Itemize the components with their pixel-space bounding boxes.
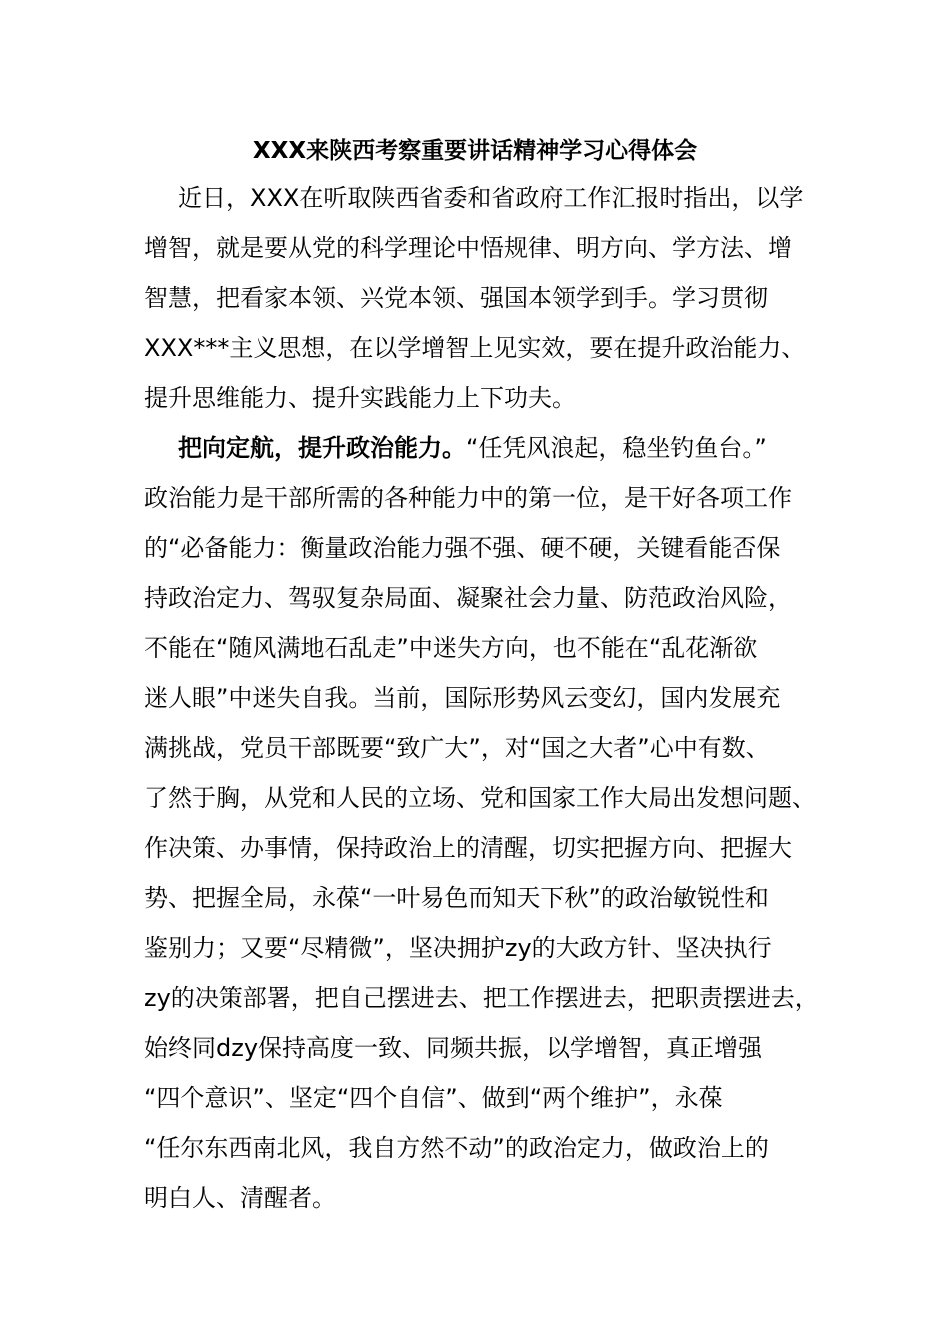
paragraph2-line-14: “四个意识”、坚定“四个自信”、做到“两个维护”，永葆 — [144, 1084, 723, 1112]
paragraph2-line-16: 明白人、清醒者。 — [144, 1184, 336, 1212]
paragraph2-line-15: “任尔东西南北风，我自方然不动”的政治定力，做政治上的 — [144, 1134, 769, 1162]
paragraph2-line-3: 的“必备能力：衡量政治能力强不强、硬不硬，关键看能否保 — [144, 534, 781, 562]
paragraph2-line-1 — [178, 433, 767, 463]
paragraph2-line-11: 鉴别力；又要“尽精微”，坚决拥护zy的大政方针、坚决执行 — [144, 934, 772, 962]
paragraph2-line-4: 持政治定力、驾驭复杂局面、凝聚社会力量、防范政治风险， — [144, 584, 792, 612]
paragraph1-line-2: 增智，就是要从党的科学理论中悟规律、明方向、学方法、增 — [144, 234, 792, 262]
document-title: XXX来陕西考察重要讲话精神学习心得体会 — [252, 138, 698, 164]
paragraph2-line-12: zy的决策部署，把自己摆进去、把工作摆进去，把职责摆进去， — [144, 984, 819, 1012]
paragraph2-line-7: 满挑战，党员干部既要“致广大”，对“国之大者”心中有数、 — [144, 734, 770, 762]
paragraph2-line-8: 了然于胸，从党和人民的立场、党和国家工作大局出发想问题、 — [144, 784, 816, 812]
paragraph2-heading: 把向定航，提升政治能力。 — [178, 434, 466, 462]
paragraph2-line-9: 作决策、办事情，保持政治上的清醒，切实把握方向、把握大 — [144, 834, 792, 862]
paragraph1-line-4: XXX***主义思想，在以学增智上见实效，要在提升政治能力、 — [144, 334, 806, 362]
paragraph2-line-5: 不能在“随风满地石乱走”中迷失方向，也不能在“乱花渐欲 — [144, 634, 758, 662]
paragraph2-line-6: 迷人眼”中迷失自我。当前，国际形势风云变幻，国内发展充 — [144, 684, 781, 712]
paragraph1-line-1: 近日，XXX在听取陕西省委和省政府工作汇报时指出，以学 — [178, 184, 804, 212]
paragraph2-line-10: 势、把握全局，永葆“一叶易色而知天下秋”的政治敏锐性和 — [144, 884, 769, 912]
paragraph2-line-2: 政治能力是干部所需的各种能力中的第一位，是干好各项工作 — [144, 484, 792, 512]
paragraph2-line-13: 始终同dzy保持高度一致、同频共振，以学增智，真正增强 — [144, 1034, 763, 1062]
paragraph2-quote: “任凭风浪起，稳坐钓鱼台。” — [466, 434, 767, 462]
paragraph1-line-3: 智慧，把看家本领、兴党本领、强国本领学到手。学习贯彻 — [144, 284, 768, 312]
paragraph1-line-5: 提升思维能力、提升实践能力上下功夫。 — [144, 384, 576, 412]
